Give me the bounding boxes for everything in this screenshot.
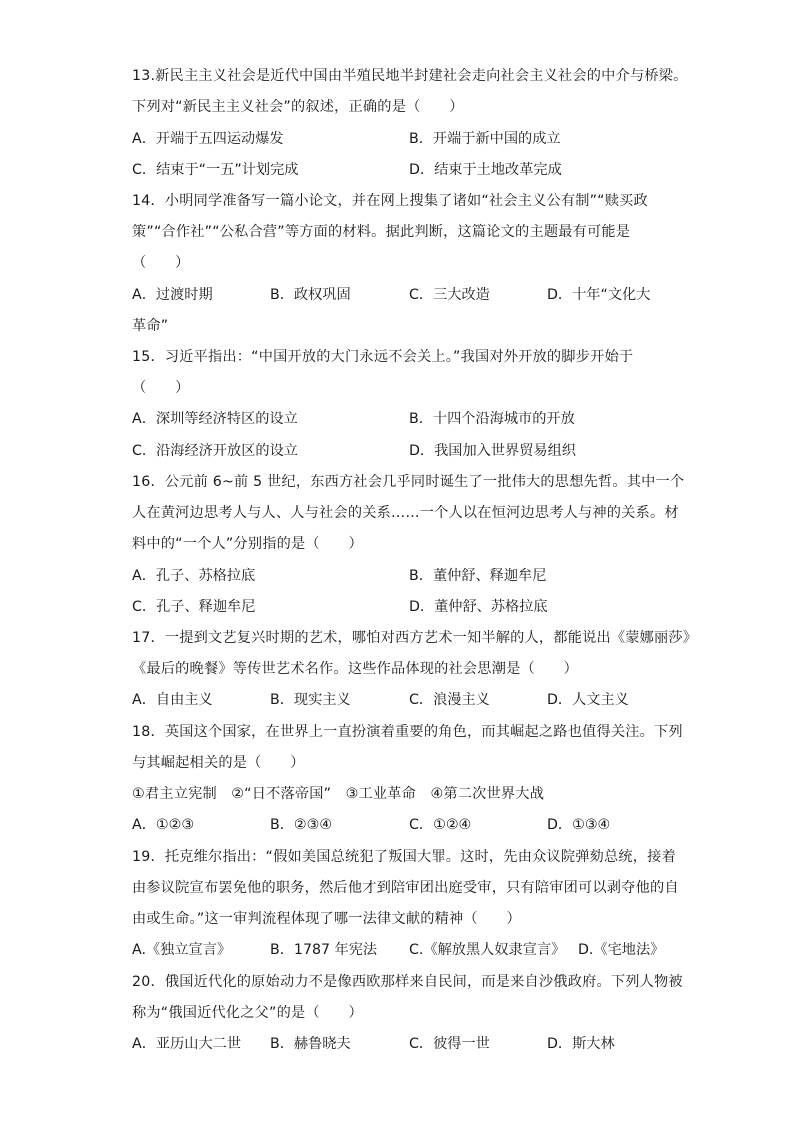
question-14-option-c: C．三大改造 bbox=[409, 287, 490, 303]
question-15-option-b: B．十四个沿海城市的开放 bbox=[409, 411, 575, 427]
question-14-stem-line-2: 策”“合作社”“公私合营”等方面的材料。据此判断，这篇论文的主题最有可能是 bbox=[132, 224, 631, 240]
question-19-option-a: A.《独立宣言》 bbox=[132, 942, 232, 958]
question-20-stem-line-1: 20．俄国近代化的原始动力不是像西欧那样来自民间，而是来自沙俄政府。下列人物被 bbox=[132, 974, 683, 990]
question-19-stem-line-1: 19．托克维尔指出：“假如美国总统犯了叛国大罪。这时，先由众议院弹劾总统，接着 bbox=[132, 849, 676, 865]
question-16-option-a: A．孔子、苏格拉底 bbox=[132, 568, 256, 584]
question-15-stem-line-2: （ ） bbox=[132, 380, 190, 396]
question-14-stem-line-1: 14．小明同学准备写一篇小论文，并在网上搜集了诸如“社会主义公有制”“赎买政 bbox=[132, 193, 648, 209]
question-14-option-d: D．十年“文化大 bbox=[547, 287, 651, 303]
question-19-option-c: C.《解放黑人奴隶宣言》 bbox=[409, 942, 566, 958]
question-15-option-a: A．深圳等经济特区的设立 bbox=[132, 411, 298, 427]
question-15-stem-line-1: 15．习近平指出：“中国开放的大门永远不会关上。”我国对外开放的脚步开始于 bbox=[132, 349, 634, 365]
question-19-option-d: D.《宅地法》 bbox=[578, 942, 665, 958]
question-13-stem-line-1: 13.新民主主义社会是近代中国由半殖民地半封建社会走向社会主义社会的中介与桥梁。 bbox=[132, 68, 688, 84]
question-20-stem-line-2: 称为“俄国近代化之父”的是（ ） bbox=[132, 1005, 363, 1021]
question-13-stem-line-2: 下列对“新民主主义社会”的叙述，正确的是（ ） bbox=[132, 99, 464, 115]
question-13-option-b: B．开端于新中国的成立 bbox=[409, 131, 561, 147]
question-16-option-d: D．董仲舒、苏格拉底 bbox=[409, 599, 548, 615]
question-19-stem-line-2: 由参议院宣布罢免他的职务，然后他才到陪审团出庭受审，只有陪审团可以剥夺他的自 bbox=[132, 880, 679, 896]
question-19-stem-line-3: 由或生命。”这一审判流程体现了哪一法律文献的精神（ ） bbox=[132, 911, 521, 927]
question-18-stem-line-2: 与其崛起相关的是（ ） bbox=[132, 755, 305, 771]
question-18-option-b: B．②③④ bbox=[270, 817, 333, 833]
question-14-option-d-continuation: 革命” bbox=[132, 318, 169, 334]
question-18-option-d: D．①③④ bbox=[547, 817, 611, 833]
question-17-stem-line-2: 《最后的晚餐》等传世艺术名作。这些作品体现的社会思潮是（ ） bbox=[132, 661, 579, 677]
question-18-option-c: C．①②④ bbox=[409, 817, 472, 833]
question-13-option-d: D．结束于土地改革完成 bbox=[409, 162, 562, 178]
question-13-option-a: A．开端于五四运动爆发 bbox=[132, 131, 284, 147]
question-17-option-a: A．自由主义 bbox=[132, 692, 213, 708]
question-17-stem-line-1: 17．一提到文艺复兴时期的艺术，哪怕对西方艺术一知半解的人，都能说出《蒙娜丽莎》 bbox=[132, 630, 698, 646]
question-20-option-c: C．彼得一世 bbox=[409, 1036, 490, 1052]
question-18-option-a: A．①②③ bbox=[132, 817, 195, 833]
question-18-choices: ①君主立宪制 ②“日不落帝国” ③工业革命 ④第二次世界大战 bbox=[132, 786, 545, 802]
question-20-option-b: B．赫鲁晓夫 bbox=[270, 1036, 351, 1052]
question-16-stem-line-1: 16．公元前 6~前 5 世纪，东西方社会几乎同时诞生了一批伟大的思想先哲。其中一个 bbox=[132, 474, 685, 490]
question-16-option-c: C．孔子、释迦牟尼 bbox=[132, 599, 256, 615]
question-19-option-b: B．1787 年宪法 bbox=[270, 942, 378, 958]
question-15-option-c: C．沿海经济开放区的设立 bbox=[132, 443, 298, 459]
question-14-option-b: B．政权巩固 bbox=[270, 287, 351, 303]
question-16-stem-line-2: 人在黄河边思考人与人、人与社会的关系……一个人以在恒河边思考人与神的关系。材 bbox=[132, 505, 679, 521]
question-20-option-d: D．斯大林 bbox=[547, 1036, 615, 1052]
question-17-option-c: C．浪漫主义 bbox=[409, 692, 490, 708]
question-20-option-a: A．亚历山大二世 bbox=[132, 1036, 242, 1052]
question-14-option-a: A．过渡时期 bbox=[132, 287, 213, 303]
question-18-stem-line-1: 18．英国这个国家，在世界上一直扮演着重要的角色，而其崛起之路也值得关注。下列 bbox=[132, 724, 683, 740]
question-16-option-b: B．董仲舒、释迦牟尼 bbox=[409, 568, 547, 584]
question-16-stem-line-3: 料中的“一个人”分别指的是（ ） bbox=[132, 536, 363, 552]
question-13-option-c: C．结束于“一五”计划完成 bbox=[132, 162, 299, 178]
question-17-option-d: D．人文主义 bbox=[547, 692, 629, 708]
question-17-option-b: B．现实主义 bbox=[270, 692, 351, 708]
question-14-stem-line-3: （ ） bbox=[132, 255, 190, 271]
question-15-option-d: D．我国加入世界贸易组织 bbox=[409, 443, 576, 459]
